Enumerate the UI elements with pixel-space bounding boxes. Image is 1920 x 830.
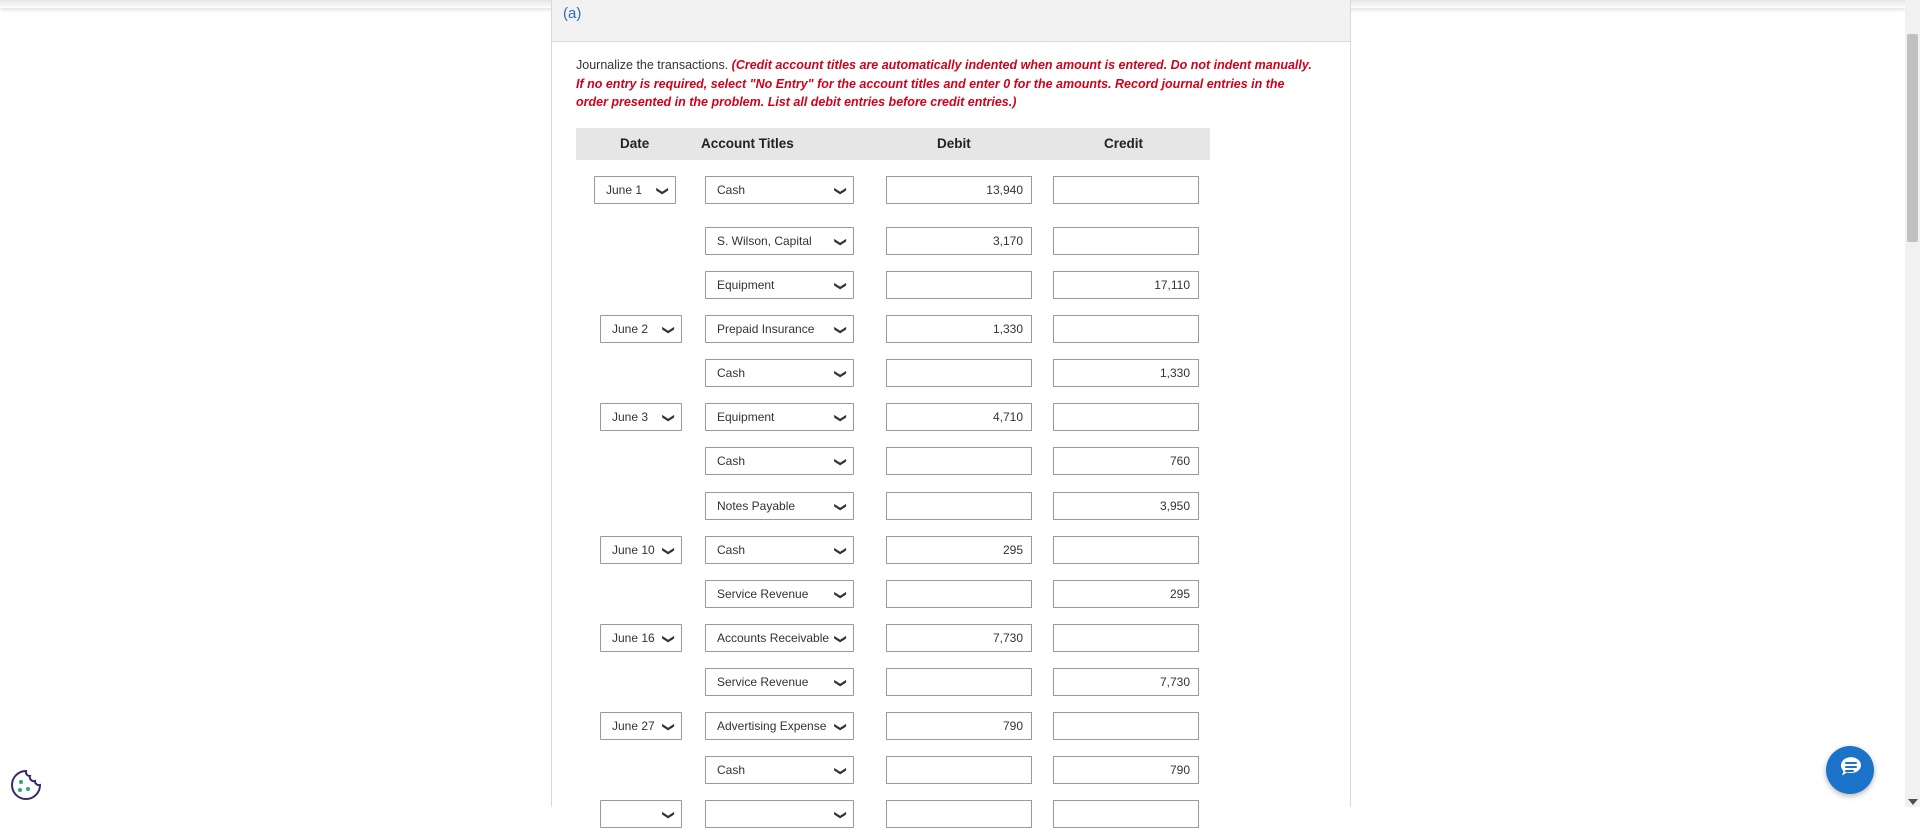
debit-input[interactable]: 13,940: [886, 176, 1032, 204]
debit-input[interactable]: [886, 756, 1032, 784]
account-title-value: Advertising Expense: [717, 719, 827, 733]
date-select[interactable]: [600, 536, 682, 564]
chevron-down-icon: ❯: [661, 721, 676, 733]
account-title-value: Equipment: [717, 278, 775, 292]
chevron-down-icon: ❯: [833, 809, 848, 821]
debit-input[interactable]: [886, 800, 1032, 828]
account-title-value: Cash: [717, 763, 746, 777]
chevron-down-icon: ❯: [833, 280, 848, 292]
credit-input[interactable]: [1053, 536, 1199, 564]
account-title-value: Cash: [717, 366, 746, 380]
account-title-select[interactable]: [705, 227, 854, 255]
account-title-value: Service Revenue: [717, 587, 809, 601]
table-row: [552, 359, 1350, 389]
journal-table-header: [576, 128, 1210, 160]
table-row: [552, 176, 1350, 206]
account-title-select[interactable]: [705, 536, 854, 564]
question-panel: [551, 0, 1351, 821]
credit-input[interactable]: [1053, 227, 1199, 255]
chevron-down-icon: ❯: [661, 412, 676, 424]
account-title-value: Prepaid Insurance: [717, 322, 815, 336]
account-title-select[interactable]: [705, 668, 854, 696]
instructions: [576, 56, 1316, 112]
credit-input[interactable]: 760: [1053, 447, 1199, 475]
table-row: [552, 580, 1350, 610]
account-title-value: Cash: [717, 183, 746, 197]
account-title-select[interactable]: [705, 712, 854, 740]
chevron-down-icon: ❯: [833, 236, 848, 248]
credit-input[interactable]: 295: [1053, 580, 1199, 608]
table-row: [552, 315, 1350, 345]
instructions-note: (Credit account titles are automatically indented when amount is entered. Do not indent manually. If no entry is required, select "No Entry" for the account titles and enter 0 for the amounts. Record journal entries in the order presented in the problem. List all debit entries before credit entries.): [576, 58, 1312, 109]
cookie-icon: [9, 768, 43, 802]
date-value: June 16: [612, 631, 655, 645]
header-debit: Debit: [937, 136, 971, 151]
date-select[interactable]: [600, 712, 682, 740]
credit-input[interactable]: [1053, 403, 1199, 431]
debit-input[interactable]: [886, 668, 1032, 696]
credit-input[interactable]: 3,950: [1053, 492, 1199, 520]
debit-input[interactable]: [886, 492, 1032, 520]
date-select[interactable]: [600, 403, 682, 431]
chevron-down-icon: ❯: [833, 501, 848, 513]
debit-input[interactable]: 4,710: [886, 403, 1032, 431]
debit-input[interactable]: 7,730: [886, 624, 1032, 652]
credit-input[interactable]: 17,110: [1053, 271, 1199, 299]
debit-input[interactable]: [886, 580, 1032, 608]
debit-input[interactable]: 3,170: [886, 227, 1032, 255]
chevron-down-icon: ❯: [833, 765, 848, 777]
chevron-down-icon: ❯: [833, 456, 848, 468]
table-row: [552, 403, 1350, 433]
header-account-titles: Account Titles: [701, 136, 794, 151]
debit-input[interactable]: 1,330: [886, 315, 1032, 343]
account-title-select[interactable]: [705, 756, 854, 784]
debit-input[interactable]: [886, 359, 1032, 387]
debit-input[interactable]: [886, 447, 1032, 475]
account-title-value: Service Revenue: [717, 675, 809, 689]
chevron-down-icon: ❯: [833, 589, 848, 601]
header-date: Date: [620, 136, 650, 151]
account-title-value: Cash: [717, 454, 746, 468]
account-title-value: Equipment: [717, 410, 775, 424]
credit-input[interactable]: [1053, 176, 1199, 204]
chat-icon: [1826, 746, 1874, 794]
part-label: (a): [563, 5, 582, 22]
table-row: [552, 800, 1350, 830]
chevron-down-icon: ❯: [661, 809, 676, 821]
panel-header: [552, 0, 1350, 42]
table-row: [552, 271, 1350, 301]
date-value: June 3: [612, 410, 649, 424]
account-title-select[interactable]: [705, 176, 854, 204]
chevron-down-icon: ❯: [655, 185, 670, 197]
debit-input[interactable]: [886, 271, 1032, 299]
account-title-select[interactable]: [705, 315, 854, 343]
instructions-lead: Journalize the transactions.: [576, 58, 729, 72]
scrollbar-thumb[interactable]: [1907, 34, 1918, 242]
date-select[interactable]: [600, 800, 682, 828]
account-title-select[interactable]: [705, 403, 854, 431]
account-title-select[interactable]: [705, 271, 854, 299]
account-title-value: Accounts Receivable: [717, 631, 830, 645]
table-row: [552, 492, 1350, 522]
chevron-down-icon: ❯: [661, 324, 676, 336]
credit-input[interactable]: [1053, 800, 1199, 828]
credit-input[interactable]: [1053, 712, 1199, 740]
date-value: June 1: [606, 183, 643, 197]
credit-input[interactable]: [1053, 315, 1199, 343]
chevron-down-icon: ❯: [661, 545, 676, 557]
account-title-value: Notes Payable: [717, 499, 796, 513]
chevron-down-icon: ❯: [833, 677, 848, 689]
account-title-select[interactable]: [705, 447, 854, 475]
date-select[interactable]: [600, 624, 682, 652]
chevron-down-icon: ❯: [833, 633, 848, 645]
table-row: [552, 536, 1350, 566]
table-row: [552, 712, 1350, 742]
credit-input[interactable]: 1,330: [1053, 359, 1199, 387]
table-row: [552, 447, 1350, 477]
table-row: [552, 624, 1350, 654]
date-select[interactable]: [600, 315, 682, 343]
header-credit: Credit: [1104, 136, 1144, 151]
page-scrollbar[interactable]: [1905, 0, 1920, 807]
debit-input[interactable]: 790: [886, 712, 1032, 740]
date-value: June 2: [612, 322, 649, 336]
table-row: [552, 227, 1350, 257]
credit-input[interactable]: 790: [1053, 756, 1199, 784]
account-title-select[interactable]: [705, 359, 854, 387]
account-title-value: Cash: [717, 543, 746, 557]
table-row: [552, 756, 1350, 786]
account-title-select[interactable]: [705, 492, 854, 520]
chevron-down-icon: ❯: [833, 721, 848, 733]
chevron-down-icon: ❯: [833, 545, 848, 557]
table-row: [552, 668, 1350, 698]
chevron-down-icon: ❯: [833, 324, 848, 336]
account-title-select[interactable]: [705, 800, 854, 828]
date-value: June 27: [612, 719, 655, 733]
scroll-down-arrow-icon[interactable]: [1908, 799, 1918, 805]
credit-input[interactable]: 7,730: [1053, 668, 1199, 696]
account-title-select[interactable]: [705, 580, 854, 608]
chat-button[interactable]: [1826, 746, 1874, 794]
account-title-select[interactable]: [705, 624, 854, 652]
chevron-down-icon: ❯: [833, 368, 848, 380]
chevron-down-icon: ❯: [661, 633, 676, 645]
cookie-settings-button[interactable]: [9, 768, 43, 802]
chevron-down-icon: ❯: [833, 185, 848, 197]
account-title-value: S. Wilson, Capital: [717, 234, 812, 248]
credit-input[interactable]: [1053, 624, 1199, 652]
chevron-down-icon: ❯: [833, 412, 848, 424]
date-value: June 10: [612, 543, 655, 557]
debit-input[interactable]: 295: [886, 536, 1032, 564]
date-select[interactable]: [594, 176, 676, 204]
